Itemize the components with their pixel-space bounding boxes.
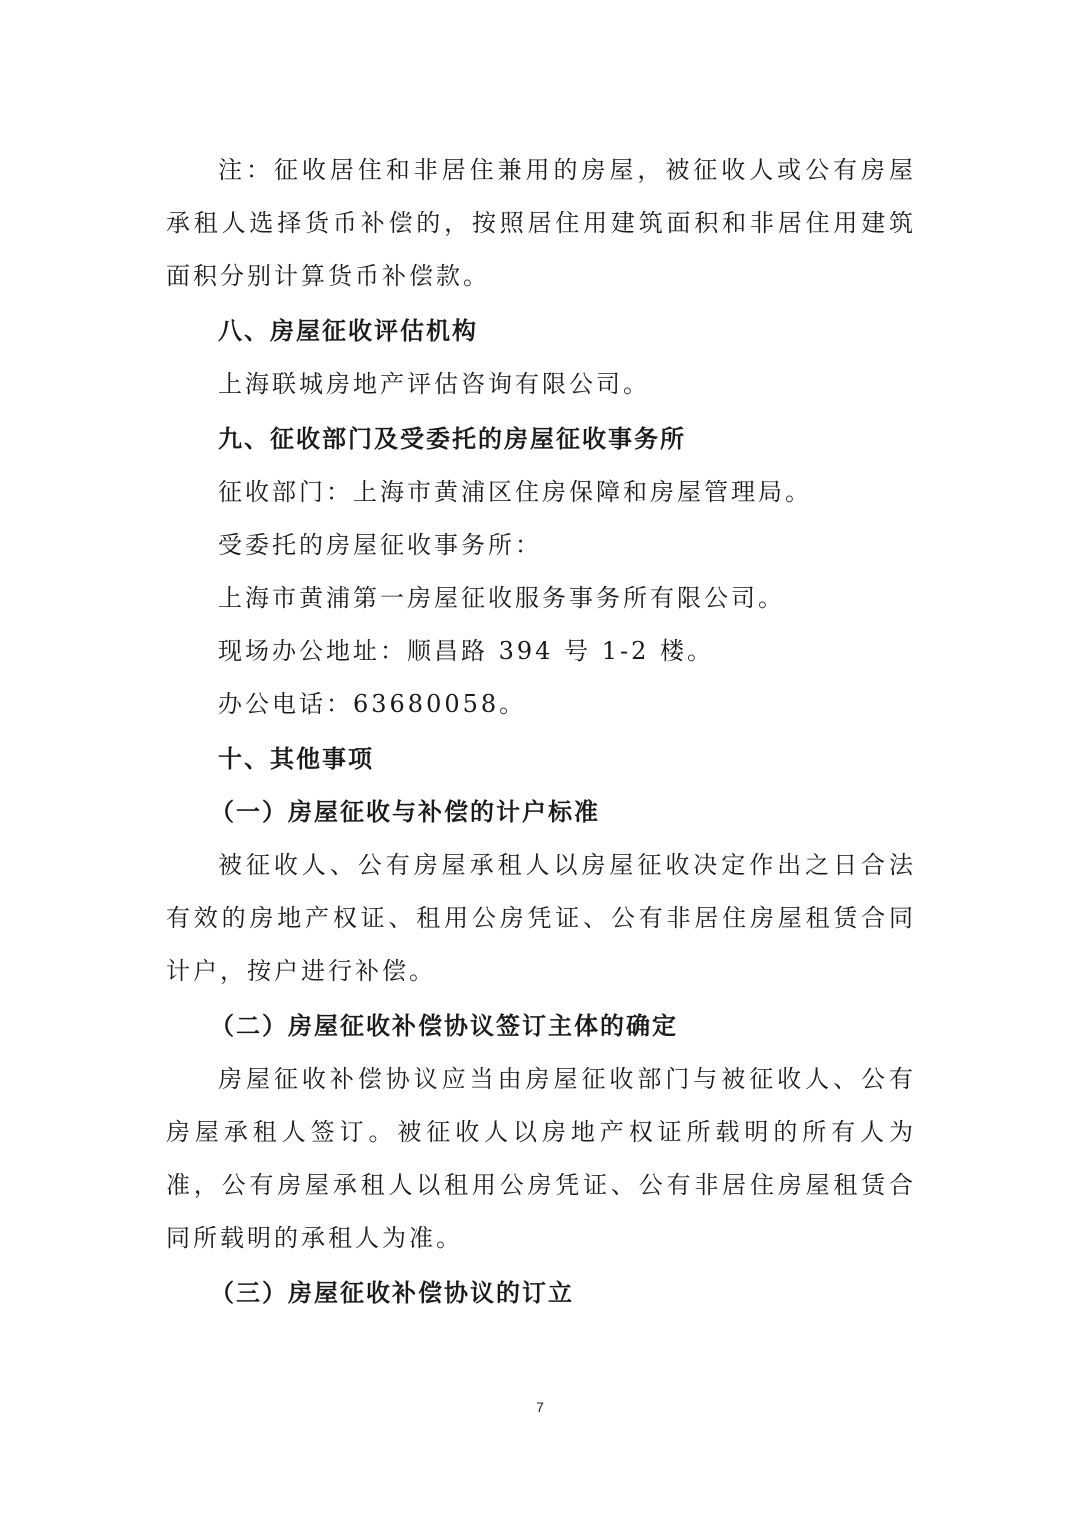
address-line: 现场办公地址：顺昌路 394 号 1-2 楼。 [218, 637, 714, 665]
note-paragraph: 注：征收居住和非居住兼用的房屋，被征收人或公有房屋承租人选择货币补偿的，按照居住用建筑面积和非居住用建筑面积分别计算货币补偿款。 [166, 156, 916, 290]
subsection-3-heading: （三）房屋征收补偿协议的订立 [210, 1279, 574, 1307]
agency-name-line: 上海市黄浦第一房屋征收服务事务所有限公司。 [218, 584, 785, 612]
agency-label-line: 受委托的房屋征收事务所： [218, 531, 542, 559]
subsection-1-heading: （一）房屋征收与补偿的计户标准 [210, 798, 600, 826]
department-line: 征收部门：上海市黄浦区住房保障和房屋管理局。 [218, 478, 812, 506]
section-8-heading: 八、房屋征收评估机构 [218, 317, 478, 345]
section-10-heading: 十、其他事项 [218, 745, 374, 773]
subsection-2-body: 房屋征收补偿协议应当由房屋征收部门与被征收人、公有房屋承租人签订。被征收人以房地产权证所载明的所有人为准，公有房屋承租人以租用公房凭证、公有非居住房屋租赁合同所载明的承租人为准。 [166, 1065, 916, 1252]
section-8-body: 上海联城房地产评估咨询有限公司。 [218, 370, 650, 398]
section-9-heading: 九、征收部门及受委托的房屋征收事务所 [218, 425, 686, 453]
subsection-1-body: 被征收人、公有房屋承租人以房屋征收决定作出之日合法有效的房地产权证、租用公房凭证、公有非居住房屋租赁合同计户，按户进行补偿。 [166, 851, 916, 985]
subsection-2-heading: （二）房屋征收补偿协议签订主体的确定 [210, 1012, 678, 1040]
document-page [166, 144, 916, 1320]
page-number: 7 [536, 1399, 544, 1415]
phone-line: 办公电话：63680058。 [218, 690, 527, 718]
